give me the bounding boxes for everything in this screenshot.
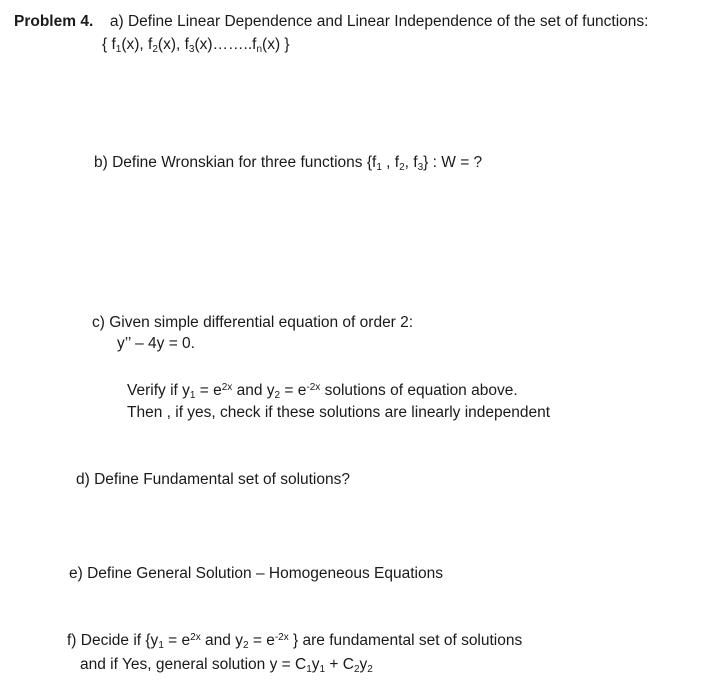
part-a-heading bbox=[14, 12, 648, 32]
problem-label: Problem 4. bbox=[14, 13, 94, 30]
part-c-equation: y’’ – 4y = 0. bbox=[117, 335, 195, 352]
part-c-then: Then , if yes, check if these solutions are linearly independent bbox=[127, 404, 551, 421]
part-a-text: Define Linear Dependence and Linear Independence of the set of functions: bbox=[127, 13, 649, 30]
part-c-title: c) Given simple differential equation of order 2: bbox=[92, 314, 414, 331]
part-c-verify: Verify if $y_1 = e^{2x}$ and $y_2 = e^{-2x}$ solutions of equation above. bbox=[127, 382, 518, 401]
part-d-text: d) Define Fundamental set of solutions? bbox=[76, 471, 350, 488]
part-a-function-set: { $f_1(x)$, $f_2(x)$, $f_3(x)\dots\dots..f_n(x)$ } bbox=[102, 36, 290, 55]
part-e-text: e) Define General Solution – Homogeneous Equations bbox=[69, 565, 443, 582]
part-b-text: b) Define Wronskian for three functions {$f_1$ , $f_2$, $f_3$} : W = ? bbox=[94, 154, 483, 173]
part-a-prefix: a) bbox=[109, 13, 124, 30]
part-f-line-2: and if Yes, general solution $y = C_1y_1 + C_2y_2$ bbox=[80, 656, 373, 675]
part-f-line-1: f) Decide if {$y_1 = e^{2x}$ and $y_2 = e^{-2x}$ } are fundamental set of solutions bbox=[67, 632, 523, 651]
